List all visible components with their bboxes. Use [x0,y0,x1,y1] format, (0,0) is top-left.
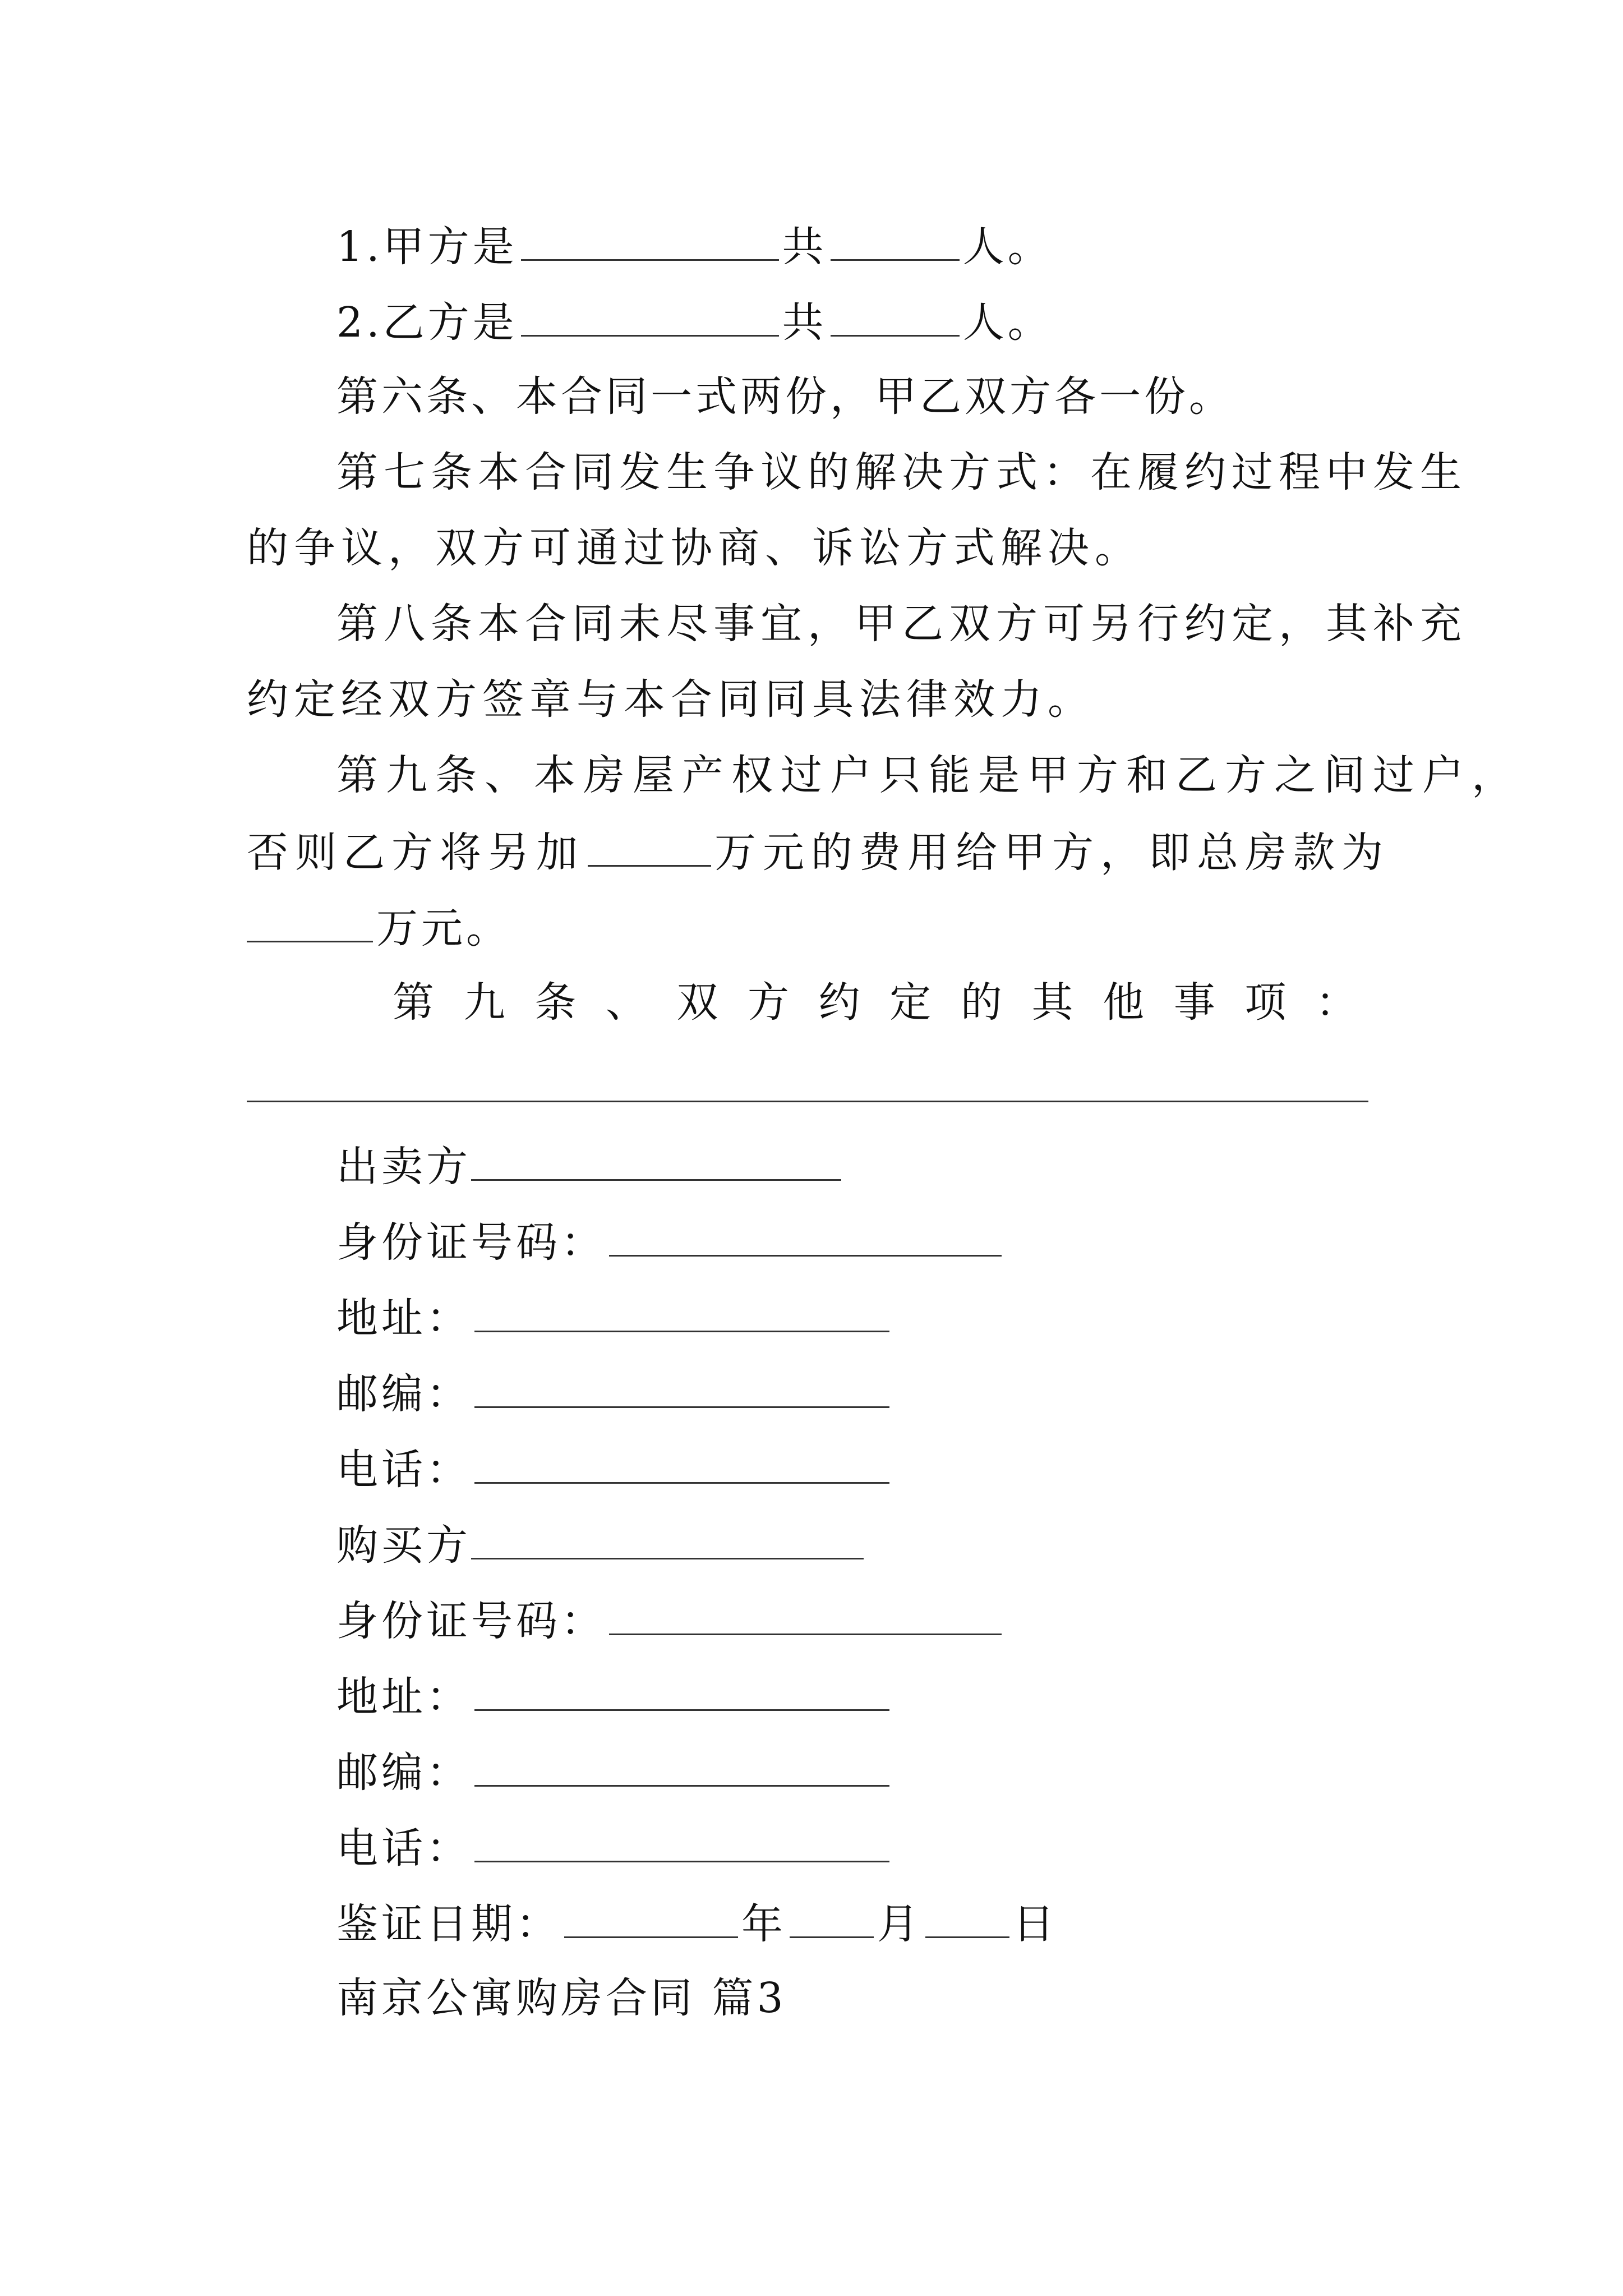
date-month-label: 月 [877,1900,922,1948]
total-price-blank[interactable] [247,906,373,942]
seller-phone-label: 电话： [336,1446,471,1494]
date-day-blank[interactable] [925,1902,1009,1938]
seller-phone-blank[interactable] [474,1447,889,1484]
heading-char: 双 [676,978,718,1027]
seller-id-blank[interactable] [609,1220,1002,1257]
party-b-count-line [336,298,1053,347]
section-heading: 南京公寓购房合同 篇3 [336,1974,787,2022]
heading-char: 条 [534,978,577,1027]
heading-char: 约 [818,978,860,1027]
heading-char: 第 [393,978,434,1027]
heading-char: 项 [1244,978,1287,1027]
buyer-address-line [336,1673,893,1721]
seller-address-line [336,1294,893,1342]
buyer-address-label: 地址： [336,1673,471,1721]
date-label: 鉴证日期： [336,1900,561,1948]
heading-char: 方 [748,978,790,1027]
buyer-line [336,1521,867,1570]
heading-char: 定 [889,978,932,1027]
other-matters-blank[interactable] [247,1101,1368,1102]
buyer-postcode-blank[interactable] [474,1750,889,1787]
party-b-name-blank[interactable] [521,300,779,337]
party-b-prefix: 2.乙方是 [336,298,518,347]
seller-postcode-blank[interactable] [474,1372,889,1408]
buyer-phone-line [336,1824,893,1872]
clause-nine-line2-a: 否则乙方将另加 [247,829,584,877]
party-b-suffix: 人。 [962,298,1053,347]
buyer-postcode-label: 邮编： [336,1749,471,1797]
party-a-suffix: 人。 [962,223,1053,271]
verification-date-line [336,1900,1058,1948]
seller-address-label: 地址： [336,1294,471,1342]
buyer-postcode-line [336,1749,893,1797]
extra-fee-blank[interactable] [588,830,711,867]
party-b-count-blank[interactable] [831,300,960,337]
clause-six: 第六条、本合同一式两份，甲乙双方各一份。 [336,372,1234,421]
heading-char: 他 [1103,978,1145,1027]
buyer-id-label: 身份证号码： [336,1597,606,1645]
party-a-mid: 共 [782,223,827,271]
clause-seven-line1: 第七条本合同发生争议的解决方式：在履约过程中发生 [336,448,1467,496]
party-a-name-blank[interactable] [521,224,779,261]
party-a-count-line [336,223,1053,271]
clause-nine-line1: 第九条、本房屋产权过户只能是甲方和乙方之间过户， [336,751,1521,799]
clause-seven-line2: 的争议，双方可通过协商、诉讼方式解决。 [247,524,1142,572]
clause-nine-line2 [247,829,1390,877]
clause-eight-line1: 第八条本合同未尽事宜，甲乙双方可另行约定，其补充 [336,600,1467,648]
clause-nine-other-heading [393,978,1357,1027]
buyer-label: 购买方 [336,1521,471,1570]
buyer-id-line [336,1597,1005,1645]
seller-id-label: 身份证号码： [336,1218,606,1267]
buyer-blank[interactable] [471,1523,864,1559]
clause-nine-line3-text: 万元。 [376,904,511,953]
heading-char: 事 [1173,978,1215,1027]
seller-label: 出卖方 [336,1143,471,1191]
buyer-phone-blank[interactable] [474,1826,889,1862]
clause-nine-line3 [247,904,511,953]
buyer-address-blank[interactable] [474,1674,889,1711]
seller-postcode-line [336,1370,893,1418]
seller-postcode-label: 邮编： [336,1370,471,1418]
seller-blank[interactable] [471,1144,841,1181]
party-a-count-blank[interactable] [831,224,960,261]
seller-address-blank[interactable] [474,1296,889,1332]
heading-char: 、 [605,978,647,1027]
date-month-blank[interactable] [790,1902,874,1938]
seller-line [336,1143,845,1191]
heading-char: 九 [463,978,505,1027]
clause-nine-line2-b: 万元的费用给甲方，即总房款为 [714,829,1390,877]
heading-char: 其 [1031,978,1073,1027]
date-year-label: 年 [741,1900,786,1948]
date-day-label: 日 [1013,1900,1058,1948]
party-b-mid: 共 [782,298,827,347]
clause-eight-line2: 约定经双方签章与本合同同具法律效力。 [247,675,1095,724]
party-a-prefix: 1.甲方是 [336,223,518,271]
heading-char: ： [1315,978,1357,1027]
date-year-blank[interactable] [564,1902,738,1938]
heading-char: 的 [960,978,1002,1027]
buyer-id-blank[interactable] [609,1599,1002,1635]
seller-id-line [336,1218,1005,1267]
seller-phone-line [336,1446,893,1494]
buyer-phone-label: 电话： [336,1824,471,1872]
